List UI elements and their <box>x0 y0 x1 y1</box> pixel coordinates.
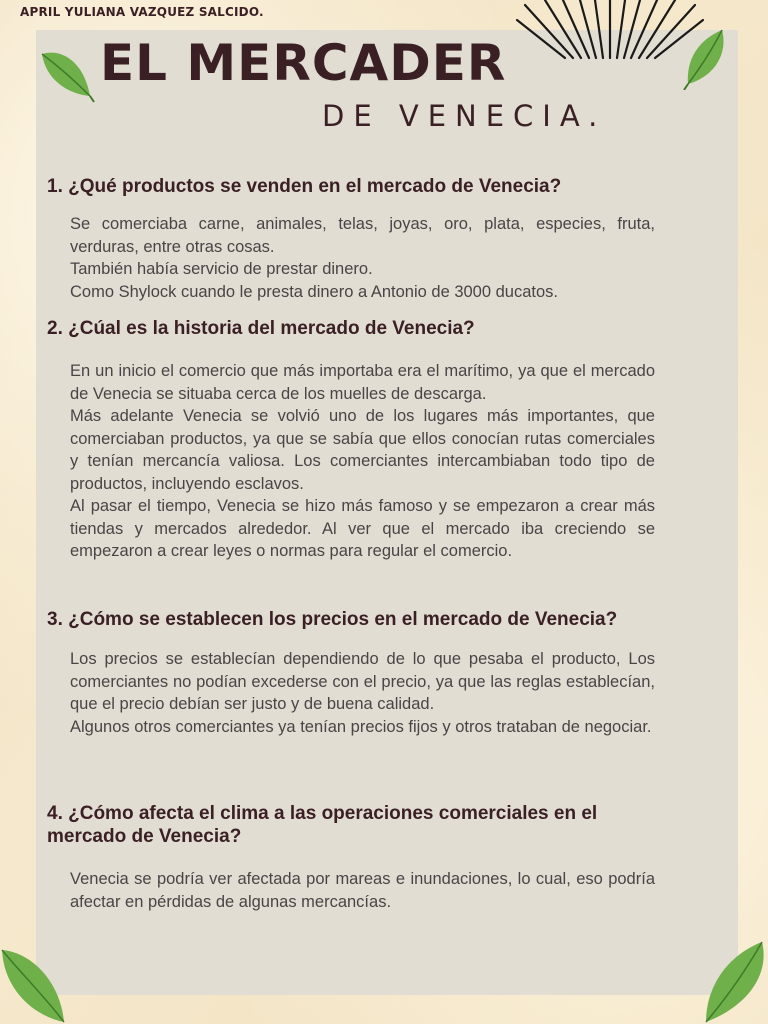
answer-paragraph: Al pasar el tiempo, Venecia se hizo más famoso y se empezaron a crear más tiendas y mercados alrededor. Al ver que el mercado iba creciendo se empezaron a crear leyes o normas para regular el comercio. <box>70 497 655 560</box>
answer-1 <box>70 213 655 303</box>
question-2: 2. ¿Cúal es la historia del mercado de Venecia? <box>47 318 475 339</box>
answer-paragraph: También había servicio de prestar dinero. <box>70 260 373 278</box>
leaf-icon <box>38 46 96 104</box>
page-subtitle: DE VENECIA. <box>322 99 607 133</box>
answer-4 <box>70 868 655 913</box>
question-4: 4. ¿Cómo afecta el clima a las operaciones comerciales en el mercado de Venecia? <box>47 803 598 847</box>
answer-paragraph: Los precios se establecían dependiendo de lo que pesaba el producto, Los comerciantes no podían excederse con el precio, ya que las reglas establecían, que el precio debían ser justo y de buena calidad. <box>70 650 655 713</box>
answer-paragraph: Venecia se podría ver afectada por mareas e inundaciones, lo cual, eso podría afectar en pérdidas de algunas mercancías. <box>70 870 655 911</box>
question-3: 3. ¿Cómo se establecen los precios en el mercado de Venecia? <box>47 609 618 630</box>
answer-paragraph: Algunos otros comerciantes ya tenían precios fijos y otros trataban de negociar. <box>70 717 652 736</box>
leaf-icon <box>680 28 730 90</box>
page-title: EL MERCADER <box>100 34 507 92</box>
answer-2 <box>70 360 655 563</box>
answer-3 <box>70 648 655 738</box>
author-name: APRIL YULIANA VAZQUEZ SALCIDO. <box>20 5 264 19</box>
leaf-icon <box>0 946 72 1024</box>
answer-paragraph: Más adelante Venecia se volvió uno de los lugares más importantes, que comerciaban productos, ya que se sabía que ellos conocían rutas comerciales y tenían mercancía valiosa. Los comerciantes intercambiaban todo tipo de productos, incluyendo esclavos. <box>70 407 655 493</box>
question-1: 1. ¿Qué productos se venden en el mercado de Venecia? <box>47 176 562 197</box>
leaf-icon <box>700 940 768 1024</box>
answer-paragraph: En un inicio el comercio que más importaba era el marítimo, ya que el mercado de Venecia se situaba cerca de los muelles de descarga. <box>70 362 655 403</box>
answer-paragraph: Como Shylock cuando le presta dinero a Antonio de 3000 ducatos. <box>70 282 558 301</box>
answer-paragraph: Se comerciaba carne, animales, telas, joyas, oro, plata, especies, fruta, verduras, entre otras cosas. <box>70 215 655 256</box>
sunburst-decoration <box>515 0 705 60</box>
